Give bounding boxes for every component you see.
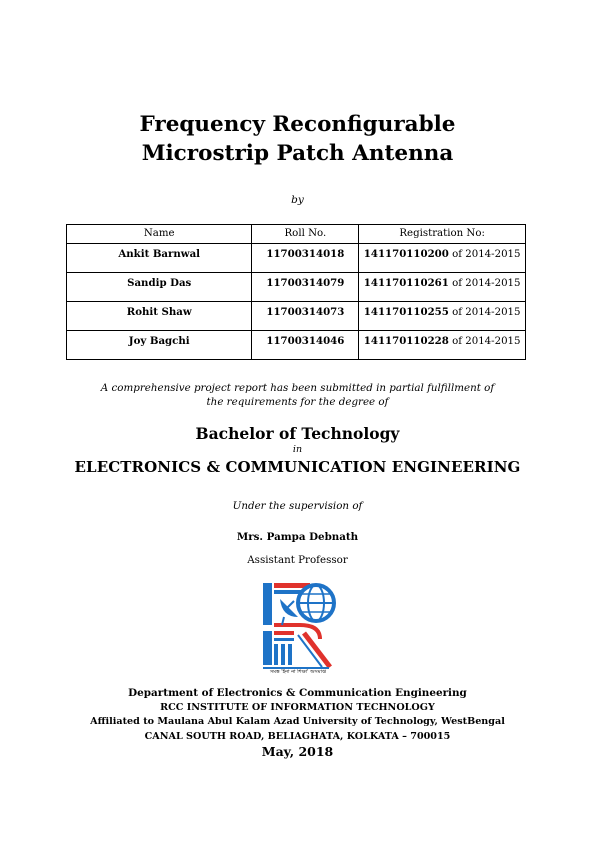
header-roll: Roll No.: [252, 225, 359, 244]
member-name: Sandip Das: [67, 273, 252, 302]
registration-number: 141170110261: [363, 277, 449, 289]
supervisor-role: Assistant Professor: [247, 554, 348, 566]
member-registration: [359, 331, 526, 360]
table-header-row: [67, 225, 526, 244]
department-title: ELECTRONICS & COMMUNICATION ENGINEERING: [74, 458, 521, 476]
supervision-label: Under the supervision of: [232, 500, 363, 512]
member-roll: 11700314046: [252, 331, 359, 360]
registration-number: 141170110228: [363, 335, 449, 347]
table-row: [67, 273, 526, 302]
degree-name: Bachelor of Technology: [195, 424, 400, 443]
member-registration: [359, 302, 526, 331]
submission-date: May, 2018: [261, 744, 334, 759]
registration-session: of 2014-2015: [448, 336, 521, 347]
report-line-1: A comprehensive project report has been submitted in partial fulfillment of: [100, 382, 495, 394]
header-name: Name: [67, 225, 252, 244]
registration-session: of 2014-2015: [448, 278, 521, 289]
registration-session: of 2014-2015: [448, 249, 521, 260]
registration-number: 141170110255: [363, 306, 449, 318]
member-name: Rohit Shaw: [67, 302, 252, 331]
report-line-2: the requirements for the degree of: [206, 396, 389, 408]
member-name: Ankit Barnwal: [67, 244, 252, 273]
members-table: [66, 224, 526, 360]
member-name: Joy Bagchi: [67, 331, 252, 360]
member-roll: 11700314018: [252, 244, 359, 273]
member-roll: 11700314079: [252, 273, 359, 302]
footer-affiliation: Affiliated to Maulana Abul Kalam Azad University of Technology, WestBengal: [90, 716, 505, 728]
member-registration: [359, 273, 526, 302]
table-row: [67, 302, 526, 331]
supervisor-name: Mrs. Pampa Debnath: [236, 531, 359, 543]
by-label: by: [291, 194, 304, 206]
table-row: [67, 331, 526, 360]
member-roll: 11700314073: [252, 302, 359, 331]
header-registration: Registration No:: [359, 225, 526, 244]
rcciit-logo-icon: [260, 581, 336, 681]
registration-session: of 2014-2015: [448, 307, 521, 318]
footer-institute: RCC INSTITUTE OF INFORMATION TECHNOLOGY: [160, 701, 435, 713]
institution-footer: [0, 686, 595, 744]
report-title: [0, 110, 595, 168]
footer-department: Department of Electronics & Communication Engineering: [128, 687, 467, 699]
table-row: [67, 244, 526, 273]
logo-motto: সমস্ত 'ইনা না শিক্ষা' অসমাপ্ত: [269, 669, 327, 675]
registration-number: 141170110200: [363, 248, 449, 260]
report-statement: [0, 381, 595, 409]
member-registration: [359, 244, 526, 273]
footer-address: CANAL SOUTH ROAD, BELIAGHATA, KOLKATA – 700015: [144, 730, 451, 742]
title-line-1: Frequency Reconfigurable: [139, 112, 456, 137]
title-line-2: Microstrip Patch Antenna: [141, 141, 454, 166]
in-label: in: [292, 444, 303, 455]
